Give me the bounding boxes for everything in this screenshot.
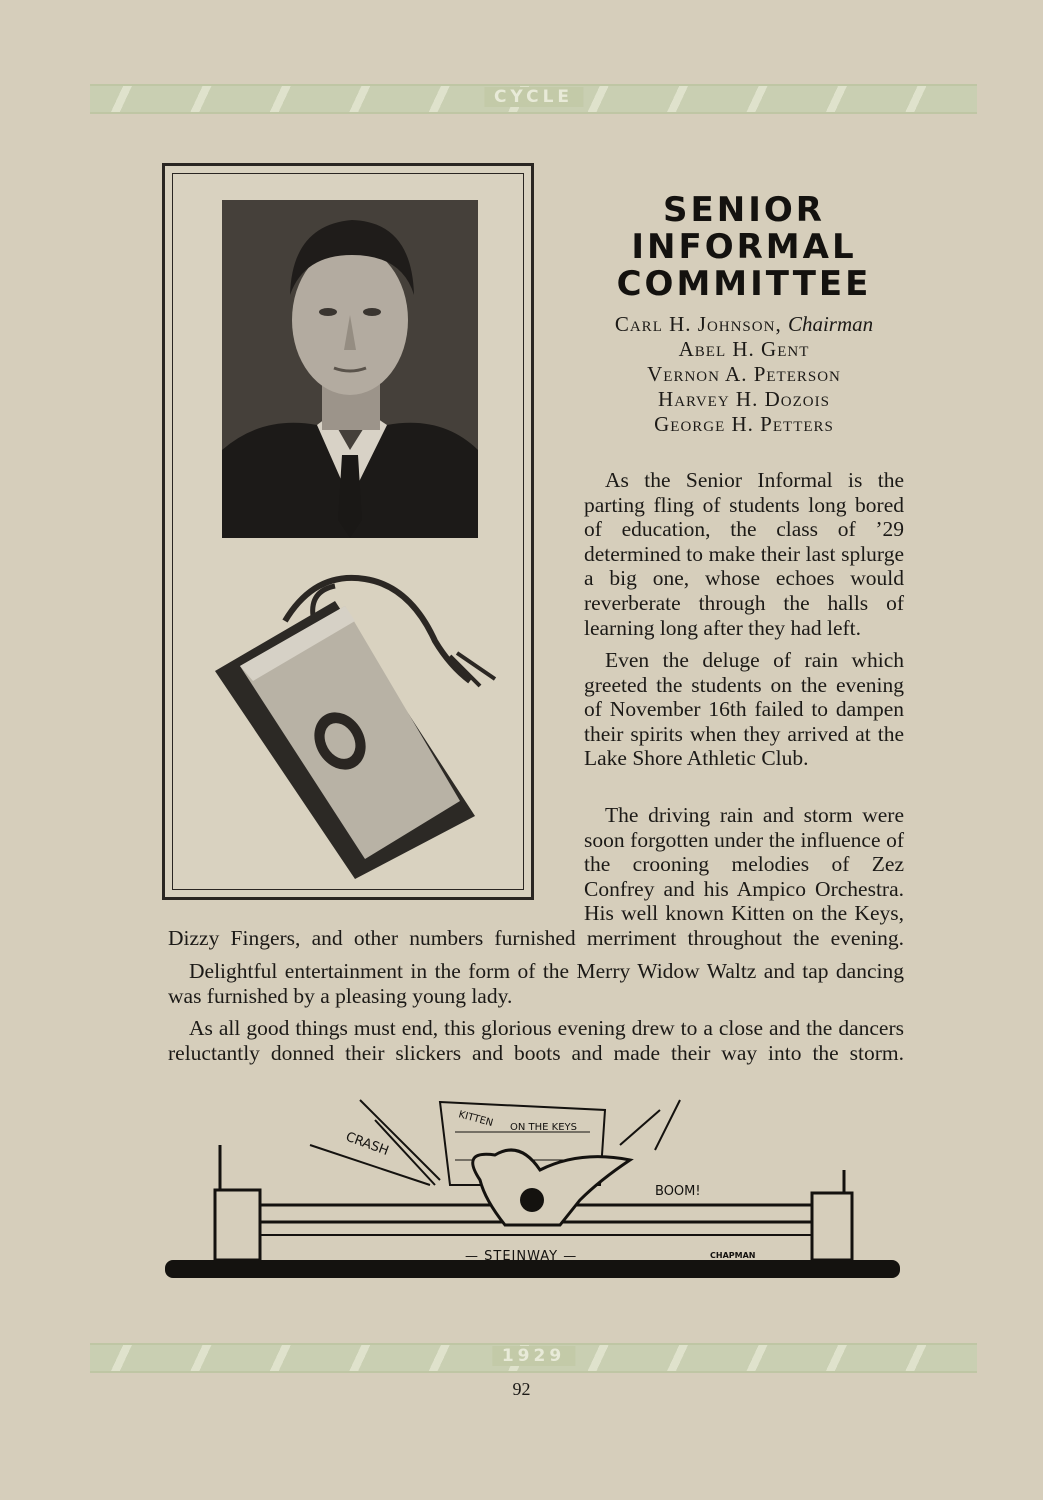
committee-member: George H. Petters (654, 412, 834, 436)
body-paragraph-4: Delightful entertainment in the form of the Merry Widow Waltz and tap dancing was furnished by a pleasing young lady. (168, 959, 904, 1008)
cartoon-crash-text: CRASH (343, 1129, 391, 1159)
portrait-drawing (222, 200, 478, 538)
footer-band-label: 1929 (492, 1346, 575, 1366)
cartoon-artist-signature: CHAPMAN (710, 1251, 756, 1260)
chairman-portrait (222, 200, 478, 538)
cartoon-boom-text: BOOM! (655, 1184, 701, 1199)
cartoon-keys-text: ON THE KEYS (510, 1122, 577, 1133)
body-paragraph-5: As all good things must end, this glorious evening drew to a close and the dancers reluctantly donned their slickers and boots and made their way into the storm. (168, 1016, 904, 1065)
body-paragraph-2: Even the deluge of rain which greeted the students on the evening of November 16th failed to dampen their spirits when they arrived at the Lake Shore Athletic Club. (584, 648, 904, 771)
dance-program-drawing (195, 561, 505, 881)
committee-member: Harvey H. Dozois (658, 387, 830, 411)
body-paragraph-3-part-1: The driving rain and storm were soon forgotten under the influence of the crooning melodies of Zez Confrey and his Ampico Orchestra. His well known Kitten on the Keys, (584, 803, 904, 926)
page-title-line-1: SENIOR (663, 190, 825, 230)
committee-chairman (584, 312, 904, 337)
header-decorative-band (90, 84, 977, 114)
body-paragraph-3-part-2: Dizzy Fingers, and other numbers furnished merriment throughout the evening. (168, 926, 904, 950)
piano-cartoon (160, 1090, 905, 1290)
chairman-role: Chairman (787, 312, 874, 336)
committee-member: Abel H. Gent (678, 337, 810, 361)
dance-program-illustration (195, 561, 505, 881)
committee-member-list (584, 312, 904, 437)
chairman-name: Carl H. Johnson, (614, 312, 782, 336)
cartoon-steinway-text: — STEINWAY — (465, 1249, 578, 1264)
committee-member: Vernon A. Peterson (647, 362, 841, 386)
cartoon-kitten-text: KITTEN (457, 1109, 495, 1130)
photo-panel (162, 163, 534, 900)
body-paragraph-1: As the Senior Informal is the parting fling of students long bored of education, the class of ’29 determined to make their last splurge a big one, whose echoes would reverberate through the halls of learning long after they had left. (584, 468, 904, 640)
footer-decorative-band (90, 1343, 977, 1373)
header-band-label: CYCLE (484, 87, 583, 107)
page-number: 92 (512, 1379, 531, 1399)
piano-cartoon-drawing (160, 1090, 905, 1290)
page-title-line-2: INFORMAL (631, 227, 857, 267)
page-title-line-3: COMMITTEE (616, 264, 872, 304)
